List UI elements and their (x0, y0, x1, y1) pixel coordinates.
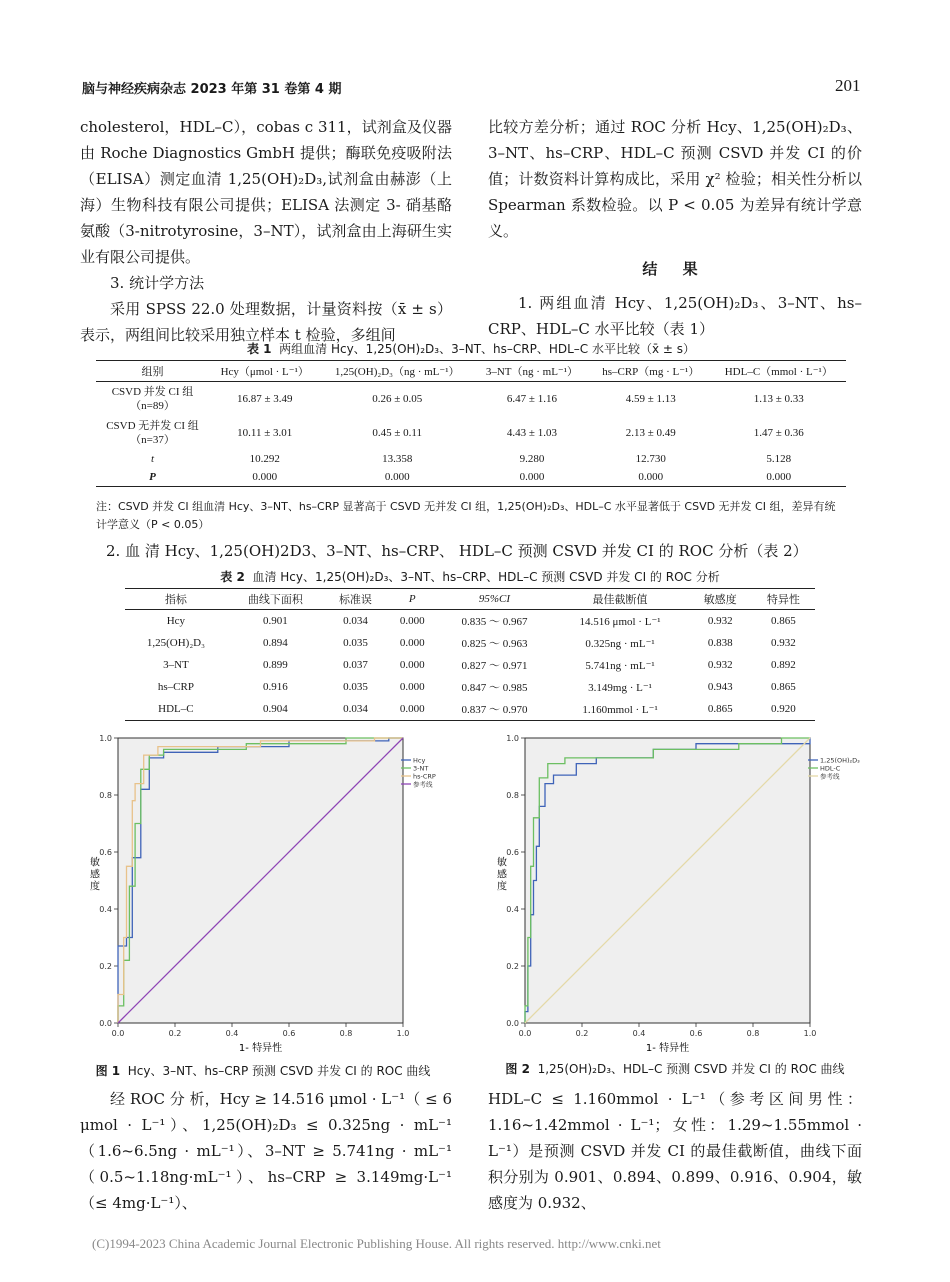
figure1-caption-label: 图 1 (95, 1064, 121, 1078)
table-cell: 0.825 ～ 0.963 (461, 638, 528, 650)
subsection-1-title: 1. 两组血清 Hcy、1,25(OH)₂D₃、3–NT、hs–CRP、HDL–C 水平比较（表 1） (488, 294, 862, 338)
table-row (96, 468, 846, 487)
y-tick-label: 0.0 (99, 1019, 112, 1028)
results-heading: 结 果 (642, 260, 708, 278)
table-cell: 1.160mmol · L⁻¹ (551, 698, 688, 721)
table-cell: 0.835 ～ 0.967 (461, 616, 528, 628)
table-cell: CSVD 并发 CI 组（n=89） (111, 386, 194, 412)
legend-label: 1,25(OH)₂D₃ (820, 756, 860, 765)
table2-header: P (387, 589, 437, 610)
y-tick-label: 0.6 (506, 848, 519, 857)
x-tick-label: 0.2 (168, 1029, 182, 1038)
legend-label: 参考线 (820, 772, 840, 781)
table2-header: 最佳截断值 (551, 589, 688, 610)
table-row (125, 610, 815, 633)
copyright-footer: (C)1994-2023 China Academic Journal Electronic Publishing House. All rights reserved. http://www.cnki.net (92, 1236, 661, 1251)
y-tick-label: 1.0 (99, 734, 112, 743)
x-tick-label: 0.2 (575, 1029, 589, 1038)
table-cell: 0.916 (262, 681, 288, 693)
table-cell: P (96, 468, 209, 487)
table-row (125, 676, 815, 698)
table-cell: 4.43 ± 1.03 (506, 427, 557, 439)
x-tick-label: 1.0 (803, 1029, 817, 1038)
table-cell: 0.894 (262, 637, 288, 649)
bottom-left-text (80, 1086, 452, 1216)
y-tick-label: 0.6 (99, 848, 112, 857)
table2-header: 标准误 (324, 589, 387, 610)
table-cell: 0.000 (209, 468, 320, 487)
figure1-caption (78, 1062, 448, 1079)
table2-header: 曲线下面积 (227, 589, 324, 610)
paragraph-stats-cont: 比较方差分析；通过 ROC 分析 Hcy、1,25(OH)₂D₃、3–NT、hs–CRP、HDL–C 预测 CSVD 并发 CI 的价值；计数资料计算构成比，采用 χ² 检验；相关性分析以 Spearman 系数检验。以 P < 0.05 为差异有统计学意义。 (488, 118, 862, 240)
table2-caption-label: 表 2 (220, 570, 245, 584)
table-cell: 0.035 (343, 637, 368, 649)
figure2-caption-text: 1,25(OH)₂D₃、HDL–C 预测 CSVD 并发 CI 的 ROC 曲线 (537, 1062, 845, 1076)
table1-header-row (96, 361, 846, 382)
table1-note: 注：CSVD 并发 CI 组血清 Hcy、3–NT、hs–CRP 显著高于 CSVD 无并发 CI 组，1,25(OH)₂D₃、HDL–C 水平显著低于 CSVD 无并发 CI 组，差异有统计学意义（P < 0.05） (96, 500, 836, 531)
legend-label: 参考线 (413, 780, 433, 789)
table-cell: 0.901 (262, 615, 288, 627)
table-cell: 0.904 (227, 698, 324, 721)
table-cell: 2.13 ± 0.49 (625, 427, 676, 439)
table1-header: 1,25(OH)₂D₃（ng · mL⁻¹） (320, 361, 473, 382)
table-cell: 12.730 (635, 453, 666, 465)
paragraph-roc-result-cont: HDL–C ≤ 1.160mmol · L⁻¹（参考区间男性：1.16~1.42mmol · L⁻¹；女性：1.29~1.55mmol · L⁻¹）是预测 CSVD 并发 CI 的最佳截断值，曲线下面积分别为 0.901、0.894、0.899、0.916、0.904，敏感度为 0.932、 (488, 1090, 862, 1212)
figure2-caption (490, 1060, 860, 1077)
table-cell: 0.45 ± 0.11 (372, 427, 423, 439)
table-cell: 0.000 (387, 698, 437, 721)
section2-title: 2. 血 清 Hcy、1,25(OH)2D3、3–NT、hs–CRP、 HDL–C 预测 CSVD 并发 CI 的 ROC 分析（表 2） (106, 542, 808, 560)
table1-caption-label: 表 1 (246, 342, 272, 356)
table-row (96, 416, 846, 450)
paragraph-reagents: cholesterol，HDL–C），cobas c 311，试剂盒及仪器由 Roche Diagnostics GmbH 提供；酶联免疫吸附法（ELISA）测定血清 1,25(OH)₂D₃,试剂盒由赫澎（上海）生物科技有限公司提供；ELISA 法测定 3- 硝基酪氨酸（3-nitrotyrosine，3–NT），试剂盒由上海研生实业有限公司提供。 (80, 118, 452, 266)
table1-header: Hcy（μmol · L⁻¹） (209, 361, 320, 382)
table-cell: 1.47 ± 0.36 (753, 427, 804, 439)
figure2 (485, 728, 865, 1058)
table-cell: t (150, 453, 155, 465)
table-cell: 0.865 (771, 681, 796, 693)
table-cell: 0.838 (707, 637, 733, 649)
x-tick-label: 0.8 (339, 1029, 353, 1038)
table-cell: 10.292 (249, 453, 280, 465)
table2-caption (125, 568, 815, 585)
table-cell: CSVD 无并发 CI 组（n=37） (106, 420, 199, 446)
table-cell: 0.000 (399, 615, 425, 627)
x-axis-label: 1- 特异性 (645, 1043, 690, 1054)
table-cell: 0.892 (771, 659, 796, 671)
x-tick-label: 0.4 (225, 1029, 239, 1038)
table-cell: 3–NT (163, 659, 189, 671)
table-cell: 10.11 ± 3.01 (237, 427, 293, 439)
table-cell: 0.932 (771, 637, 796, 649)
x-tick-label: 0.4 (632, 1029, 646, 1038)
table-cell: 0.000 (399, 681, 425, 693)
legend-label: HDL-C (820, 764, 841, 773)
table1-caption-text: 两组血清 Hcy、1,25(OH)₂D₃、3–NT、hs–CRP、HDL–C 水平比较（x̄ ± s） (279, 342, 696, 356)
table-cell: 5.741ng · mL⁻¹ (585, 659, 655, 672)
page-number: 201 (835, 76, 861, 95)
legend-label: hs-CRP (413, 772, 436, 781)
y-tick-label: 1.0 (506, 734, 519, 743)
journal-header: 脑与神经疾病杂志 2023 年第 31 卷第 4 期 (82, 82, 342, 97)
table1 (96, 360, 846, 487)
table1-header: hs–CRP（mg · L⁻¹） (590, 361, 712, 382)
table2-caption-text: 血清 Hcy、1,25(OH)₂D₃、3–NT、hs–CRP、HDL–C 预测 CSVD 并发 CI 的 ROC 分析 (252, 570, 720, 584)
subsection-stats-title: 3. 统计学方法 (110, 274, 205, 292)
y-tick-label: 0.2 (99, 962, 112, 971)
legend-label: 3-NT (413, 764, 429, 773)
table-row (96, 450, 846, 468)
table-cell: 5.128 (766, 453, 792, 465)
table-row (125, 632, 815, 654)
table-cell: 0.000 (320, 468, 473, 487)
y-tick-label: 0.8 (506, 791, 519, 800)
x-tick-label: 1.0 (396, 1029, 410, 1038)
table-cell: 0.037 (343, 659, 368, 671)
table-cell: 4.59 ± 1.13 (625, 393, 676, 405)
table-cell: 0.26 ± 0.05 (372, 393, 423, 405)
x-tick-label: 0.6 (282, 1029, 296, 1038)
table-cell: 0.847 ～ 0.985 (461, 682, 528, 694)
table-row (125, 654, 815, 676)
table-cell: 0.000 (399, 659, 425, 671)
x-tick-label: 0.0 (111, 1029, 125, 1038)
table-cell: HDL–C (125, 698, 227, 721)
figure1 (78, 728, 458, 1058)
table-cell: 0.325ng · mL⁻¹ (585, 637, 655, 650)
table-cell: 13.358 (382, 453, 413, 465)
y-tick-label: 0.4 (99, 905, 112, 914)
y-tick-label: 0.4 (506, 905, 519, 914)
left-column-top (80, 114, 452, 348)
table-cell: 0.943 (707, 681, 733, 693)
table2-header: 95%CI (437, 589, 551, 610)
table-cell: 0.000 (712, 468, 846, 487)
roc-chart-2 (485, 728, 865, 1058)
paragraph-roc-result: 经 ROC 分 析，Hcy ≥ 14.516 μmol · L⁻¹（ ≤ 6 μmol · L⁻¹）、1,25(OH)₂D₃ ≤ 0.325ng · mL⁻¹（1.6~6.5ng · mL⁻¹）、3–NT ≥ 5.741ng · mL⁻¹（0.5~1.18ng·mL⁻¹）、hs–CRP ≥ 3.149mg·L⁻¹（≤ 4mg·L⁻¹）、 (80, 1090, 452, 1212)
table-cell: 0.920 (752, 698, 815, 721)
table1-caption (96, 340, 846, 357)
table-cell: 0.035 (343, 681, 368, 693)
table-cell: hs–CRP (157, 681, 194, 693)
table-cell: 0.837 ～ 0.970 (437, 698, 551, 721)
table-cell: Hcy (166, 615, 186, 627)
table-cell: 3.149mg · L⁻¹ (588, 681, 652, 694)
table2-header: 特异性 (752, 589, 815, 610)
table-cell: 0.034 (324, 698, 387, 721)
table-cell: 0.865 (689, 698, 752, 721)
table2-header: 指标 (125, 589, 227, 610)
y-tick-label: 0.0 (506, 1019, 519, 1028)
table-cell: 1,25(OH)₂D₃ (146, 637, 205, 649)
table-cell: 0.865 (771, 615, 796, 627)
legend-label: Hcy (413, 756, 426, 765)
table-cell: 14.516 μmol · L⁻¹ (579, 615, 661, 628)
table2-wrap (125, 588, 815, 721)
table-cell: 1.13 ± 0.33 (753, 393, 804, 405)
x-tick-label: 0.6 (689, 1029, 703, 1038)
bottom-right-text (488, 1086, 862, 1216)
figure2-caption-label: 图 2 (505, 1062, 530, 1076)
y-axis-label: 敏感度 (497, 857, 507, 893)
figure1-caption-text: Hcy、3–NT、hs–CRP 预测 CSVD 并发 CI 的 ROC 曲线 (127, 1064, 431, 1078)
table-cell: 0.899 (262, 659, 288, 671)
table-cell: 6.47 ± 1.16 (506, 393, 557, 405)
table-cell: 0.034 (343, 615, 368, 627)
y-axis-label: 敏感度 (90, 857, 100, 893)
table-cell: 9.280 (519, 453, 545, 465)
roc-chart-1 (78, 728, 458, 1058)
table-cell: 16.87 ± 3.49 (236, 393, 293, 405)
table-row (125, 698, 815, 721)
table-cell: 0.932 (707, 659, 733, 671)
table1-wrap (96, 360, 846, 487)
table-cell: 0.000 (399, 637, 425, 649)
table2 (125, 588, 815, 721)
paragraph-stats: 采用 SPSS 22.0 处理数据，计量资料按（x̄ ± s）表示，两组间比较采用独立样本 t 检验，多组间 (80, 300, 452, 344)
table1-header: 组别 (96, 361, 209, 382)
table-row (96, 382, 846, 417)
table-cell: 0.827 ～ 0.971 (461, 660, 528, 672)
table-cell: 0.000 (590, 468, 712, 487)
table-cell: 0.932 (707, 615, 733, 627)
x-tick-label: 0.8 (746, 1029, 760, 1038)
table1-header: 3–NT（ng · mL⁻¹） (474, 361, 590, 382)
table1-header: HDL–C（mmol · L⁻¹） (712, 361, 846, 382)
y-tick-label: 0.8 (99, 791, 112, 800)
table2-header-row (125, 589, 815, 610)
table2-header: 敏感度 (689, 589, 752, 610)
x-axis-label: 1- 特异性 (238, 1043, 283, 1054)
right-column-top (488, 114, 862, 342)
y-tick-label: 0.2 (506, 962, 519, 971)
x-tick-label: 0.0 (518, 1029, 532, 1038)
table-cell: 0.000 (474, 468, 590, 487)
